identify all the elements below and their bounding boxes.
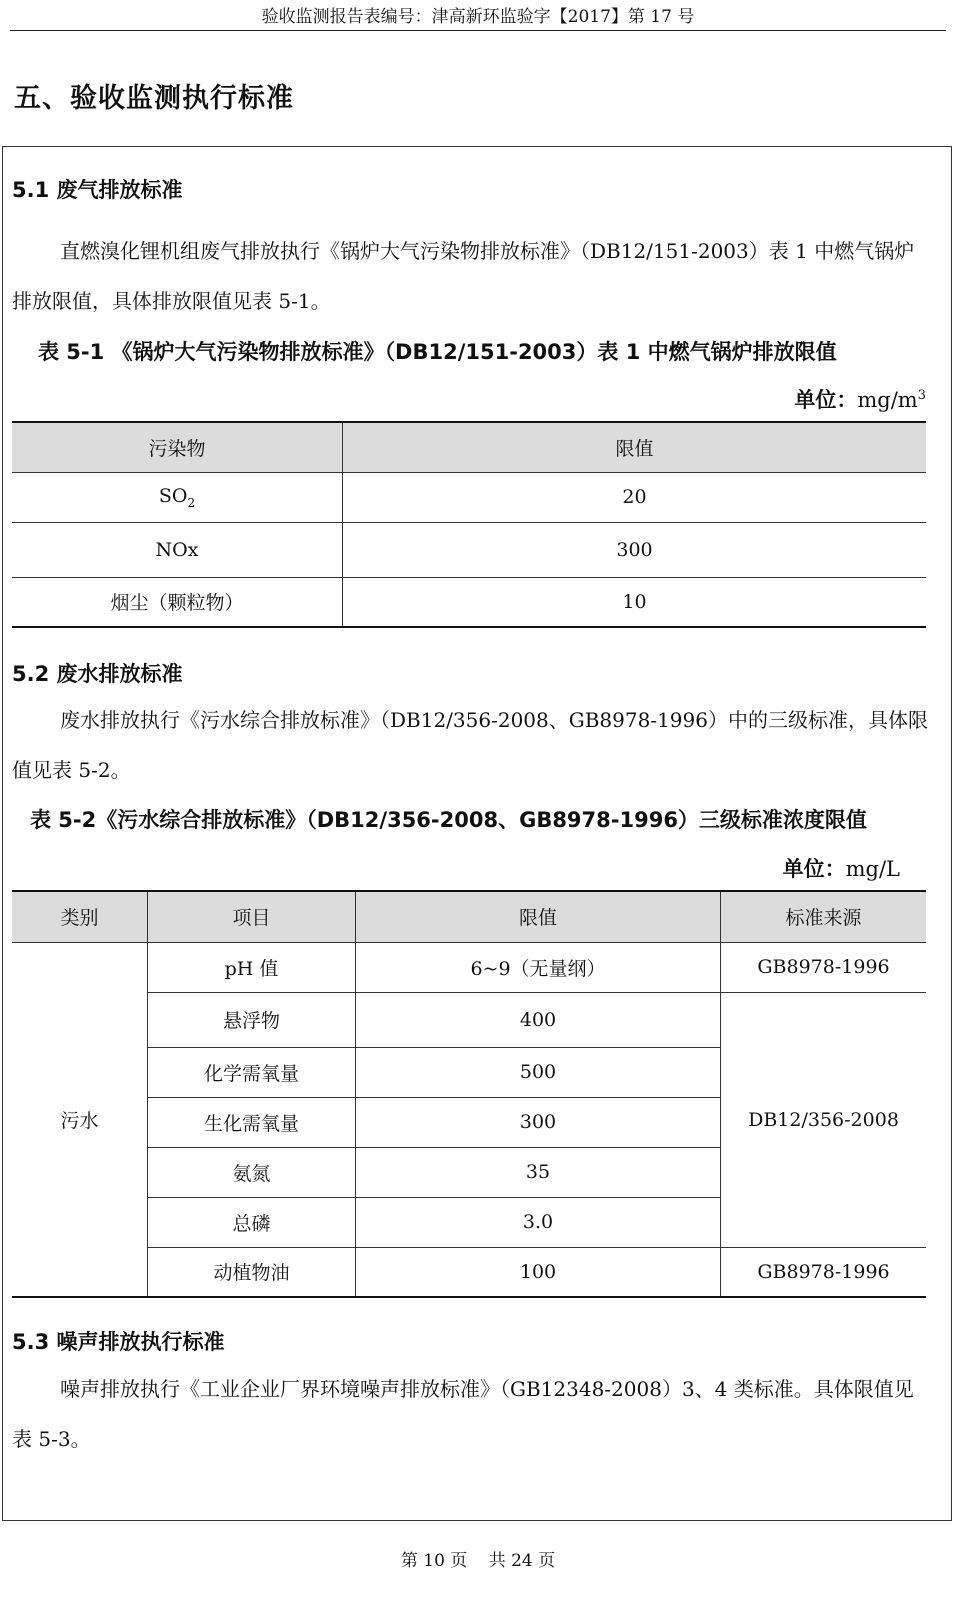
limit-cell: 6~9（无量纲） [356,942,721,992]
limit-cell: 35 [356,1147,721,1197]
table-row [12,1247,926,1297]
so2-subscript: 2 [187,495,196,510]
source-cell: GB8978-1996 [721,1247,927,1297]
limit-nox: 300 [343,522,927,577]
pollutant-dust: 烟尘（颗粒物） [12,577,343,627]
table-row [12,577,926,627]
table-row [12,992,926,1047]
table-5-1-unit [794,384,926,414]
table-5-2-header-source: 标准来源 [721,891,927,942]
section-title: 五、验收监测执行标准 [14,83,294,114]
unit-value: mg/L [845,857,900,881]
limit-dust: 10 [343,577,927,627]
item-cell: 生化需氧量 [148,1097,356,1147]
table-5-2-header-item: 项目 [148,891,356,942]
so2-text: SO [158,484,188,507]
paragraph-5-2-text: 废水排放执行《污水综合排放标准》（DB12/356-2008、GB8978-1996）中的三级标准，具体限值见表 5-2。 [12,708,928,782]
page-header: 验收监测报告表编号：津高新环监验字【2017】第 17 号 [10,4,946,31]
unit-label: 单位： [782,857,846,881]
paragraph-5-3-text: 噪声排放执行《工业企业厂界环境噪声排放标准》（GB12348-2008）3、4 类标准。具体限值见表 5-3。 [12,1377,914,1451]
unit-superscript: 3 [917,388,926,403]
item-cell: pH 值 [148,942,356,992]
source-cell: GB8978-1996 [721,942,927,992]
item-cell: 悬浮物 [148,992,356,1047]
table-row [12,522,926,577]
limit-cell: 3.0 [356,1197,721,1247]
table-5-2-header-category: 类别 [12,891,148,942]
limit-so2: 20 [343,472,927,522]
table-5-1 [12,421,926,628]
limit-cell: 500 [356,1047,721,1097]
item-cell: 化学需氧量 [148,1047,356,1097]
paragraph-5-3 [12,1364,932,1464]
page-total: 共 24 页 [488,1551,556,1571]
paragraph-5-1-text: 直燃溴化锂机组废气排放执行《锅炉大气污染物排放标准》（DB12/151-2003）表 1 中燃气锅炉排放限值，具体排放限值见表 5-1。 [12,239,915,313]
heading-5-3: 5.3 噪声排放执行标准 [12,1330,225,1354]
table-5-2-unit [783,853,900,883]
item-cell: 总磷 [148,1197,356,1247]
heading-5-1: 5.1 废气排放标准 [12,178,183,202]
pollutant-nox: NOx [12,522,343,577]
unit-label: 单位： [794,388,858,412]
limit-cell: 300 [356,1097,721,1147]
heading-5-2: 5.2 废水排放标准 [12,662,183,686]
limit-cell: 100 [356,1247,721,1297]
table-5-2 [12,890,926,1298]
page-number: 第 10 页 [400,1551,468,1571]
table-5-2-header-limit: 限值 [356,891,721,942]
table-5-2-caption: 表 5-2《污水综合排放标准》（DB12/356-2008、GB8978-1996）三级标准浓度限值 [30,808,867,832]
source-cell: DB12/356-2008 [721,992,927,1247]
unit-value: mg/m [857,388,918,412]
item-cell: 氨氮 [148,1147,356,1197]
paragraph-5-2 [12,695,932,795]
table-5-1-header-pollutant: 污染物 [12,422,343,472]
category-wastewater: 污水 [12,942,148,1297]
table-5-1-caption: 表 5-1 《锅炉大气污染物排放标准》（DB12/151-2003）表 1 中燃气锅炉排放限值 [38,340,837,364]
pollutant-so2 [12,472,343,522]
page-footer [0,1546,956,1571]
limit-cell: 400 [356,992,721,1047]
table-5-1-header-limit: 限值 [343,422,927,472]
table-row [12,472,926,522]
paragraph-5-1 [12,226,932,326]
table-row [12,942,926,992]
item-cell: 动植物油 [148,1247,356,1297]
